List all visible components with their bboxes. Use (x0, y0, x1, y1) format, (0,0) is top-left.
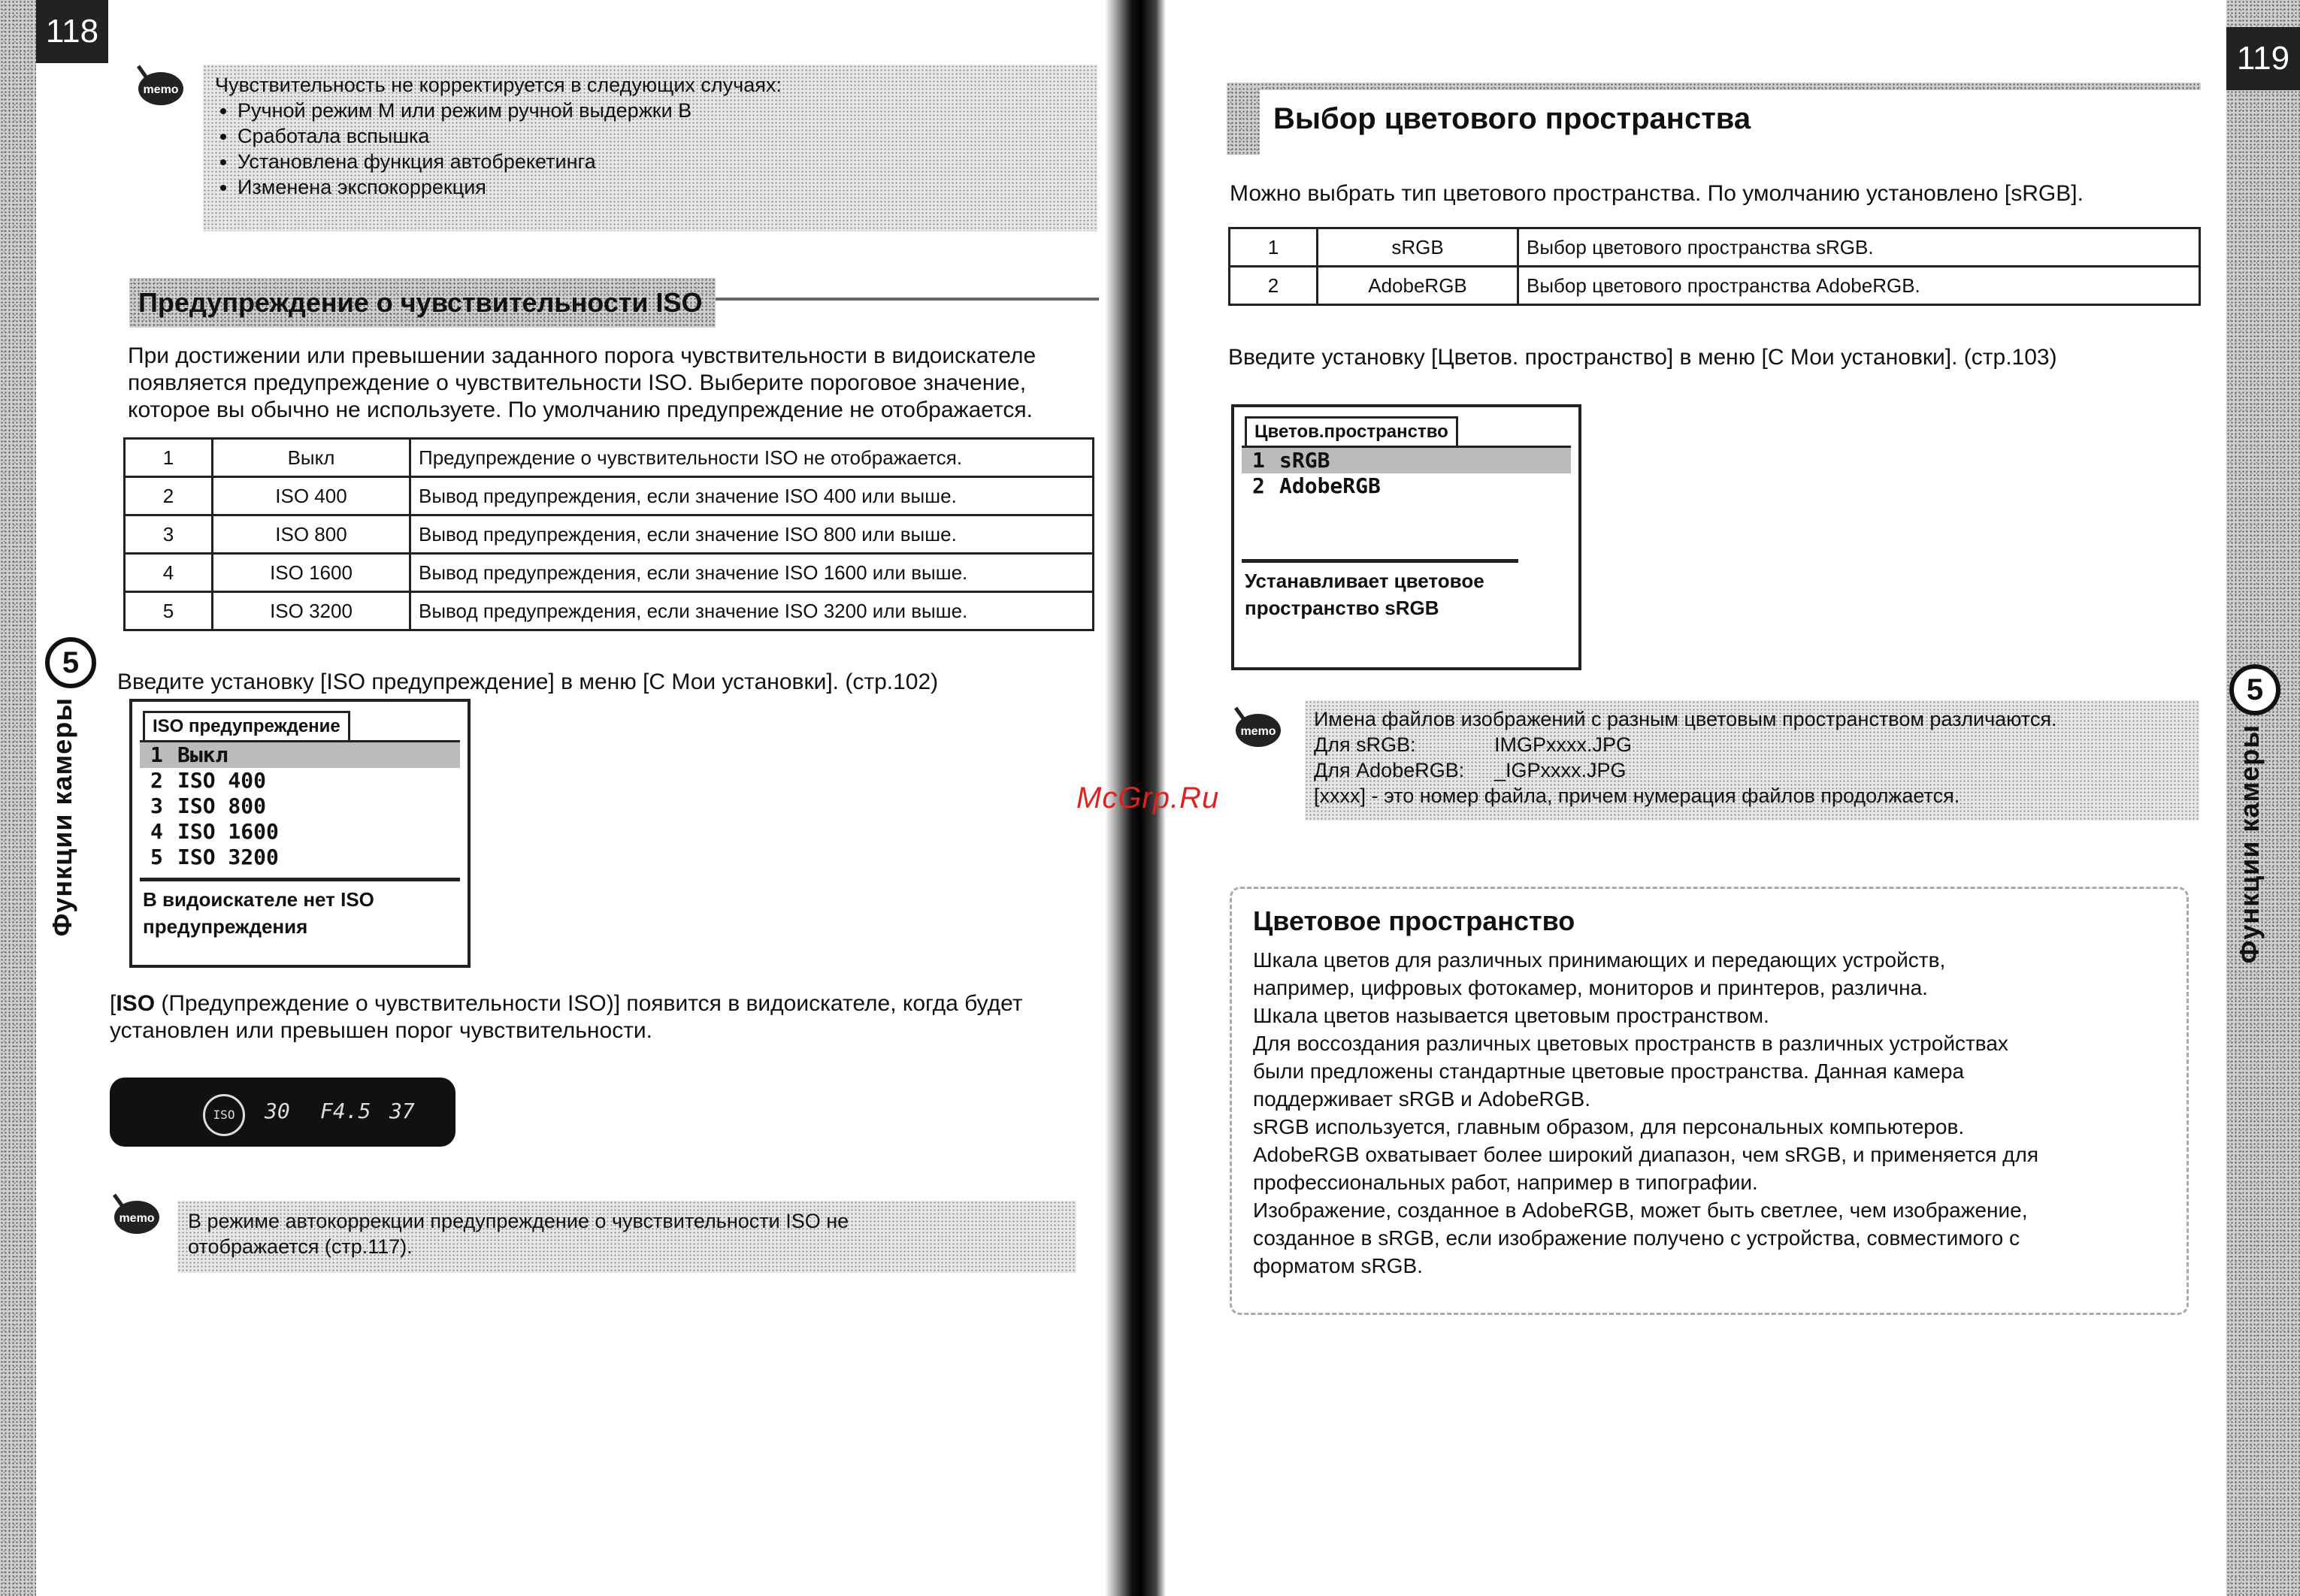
svg-text:memo: memo (143, 83, 179, 96)
menu-item-srgb[interactable]: 1 sRGB (1242, 448, 1571, 473)
table-row (125, 515, 1094, 554)
chapter-tab-left (0, 637, 98, 953)
menu-tab[interactable]: Цветов.пространство (1245, 416, 1458, 446)
table-cell-value: sRGB (1318, 228, 1518, 267)
section-rule-right (1227, 83, 2201, 90)
section-title-right: Выбор цветового пространства (1273, 102, 1751, 135)
memo-line: [xxxx] - это номер файла, причем нумерация файлов продолжается. (1314, 784, 1960, 807)
menu-tab[interactable]: ISO предупреждение (143, 711, 350, 740)
table-cell-desc: Вывод предупреждения, если значение ISO 400 или выше. (410, 477, 1094, 515)
table-cell-num: 4 (125, 554, 213, 592)
table-cell-value: ISO 3200 (213, 592, 410, 630)
table-cell-num: 5 (125, 592, 213, 630)
section-title-left: Предупреждение о чувствительности ISO (138, 287, 703, 318)
info-box-text: Шкала цветов для различных принимающих и передающих устройств, например, цифровых фотокамер, мониторов и принтеров, различна. Шкала цветов называется цветовым пространством. Для воссоздания различных цветовых пространств в различных устройствах были предложены стандартные цветовые пространства. Данная камера поддерживает sRGB и AdobeRGB. sRGB используется, главным образом, для персональных компьютеров. AdobeRGB охватывает более широкий диапазон, чем sRGB, и применяется для профессиональных работ, например в типографии. Изображение, созданное в AdobeRGB, может быть светлее, чем изображение, созданное в sRGB, если изображение получено с устройства, совместимого с форматом sRGB. (1253, 948, 2039, 1277)
memo-item: • Ручной режим M или режим ручной выдержки B (238, 98, 1085, 123)
table-cell-num: 1 (125, 439, 213, 477)
section-rule-left (716, 298, 1099, 301)
table-cell-desc: Выбор цветового пространства AdobeRGB. (1518, 267, 2200, 305)
color-space-menu-instruction: Введите установку [Цветов. пространство] в меню [C Мои установки]. (стр.103) (1228, 345, 2057, 370)
memo-text: В режиме автокоррекции предупреждение о чувствительности ISO не отображается (стр.117). (188, 1210, 849, 1258)
table-cell-value: ISO 800 (213, 515, 410, 554)
table-cell-value: AdobeRGB (1318, 267, 1518, 305)
table-cell-desc: Вывод предупреждения, если значение ISO 3200 или выше. (410, 592, 1094, 630)
viewfinder-shutter: 30 (265, 1099, 290, 1123)
color-space-table (1228, 227, 2201, 306)
page-number-right: 119 (2226, 27, 2300, 90)
color-space-menu-screen (1231, 404, 1581, 670)
memo-icon (1230, 703, 1284, 751)
table-cell-num: 2 (125, 477, 213, 515)
viewfinder-display (110, 1078, 455, 1147)
memo-box-iso-not-corrected (203, 65, 1097, 231)
menu-description: Устанавливает цветовое пространство sRGB (1242, 559, 1518, 627)
menu-item-off[interactable]: 1 Выкл (140, 742, 460, 768)
menu-list (1242, 446, 1571, 627)
chapter-title-left: Функции камеры (47, 697, 77, 937)
iso-warning-icon: ISO (203, 1094, 245, 1136)
table-cell-value: ISO 400 (213, 477, 410, 515)
menu-description: В видоискателе нет ISO предупреждения (140, 878, 460, 946)
chapter-title-right: Функции камеры (2234, 724, 2265, 964)
iso-warning-symbol: ISO (116, 991, 156, 1016)
color-space-info-box (1230, 887, 2189, 1315)
color-space-paragraph: Можно выбрать тип цветового пространства. По умолчанию установлено [sRGB]. (1230, 181, 2084, 206)
table-cell-desc: Предупреждение о чувствительности ISO не отображается. (410, 439, 1094, 477)
menu-list (140, 740, 460, 946)
svg-text:memo: memo (119, 1212, 155, 1225)
chapter-number-right: 5 (2229, 664, 2280, 715)
memo-box-file-names (1305, 700, 2199, 821)
menu-item-iso1600[interactable]: 4 ISO 1600 (150, 819, 279, 844)
memo-line-srgb: Для sRGB: IMGPxxxx.JPG (1314, 733, 1633, 756)
memo-item: • Изменена экспокоррекция (238, 174, 1085, 200)
page-number-left: 118 (36, 0, 108, 63)
table-row (1230, 228, 2200, 267)
menu-item-iso800[interactable]: 3 ISO 800 (150, 793, 267, 818)
table-cell-num: 2 (1230, 267, 1318, 305)
viewfinder-aperture: F4.5 (320, 1099, 371, 1123)
table-row (1230, 267, 2200, 305)
table-cell-desc: Вывод предупреждения, если значение ISO 1600 или выше. (410, 554, 1094, 592)
table-cell-desc: Вывод предупреждения, если значение ISO 800 или выше. (410, 515, 1094, 554)
info-box-title: Цветовое пространство (1253, 905, 1575, 936)
table-cell-value: ISO 1600 (213, 554, 410, 592)
memo-intro: Чувствительность не корректируется в следующих случаях: (215, 74, 782, 96)
memo-icon (108, 1190, 162, 1238)
memo-list (215, 98, 1085, 200)
iso-warning-table (123, 437, 1094, 631)
watermark: McGrp.Ru (1076, 781, 1220, 815)
memo-icon (132, 62, 186, 110)
table-cell-num: 1 (1230, 228, 1318, 267)
table-row (125, 477, 1094, 515)
table-row (125, 439, 1094, 477)
table-cell-value: Выкл (213, 439, 410, 477)
viewfinder-count: 37 (389, 1099, 415, 1123)
chapter-tab-right (2217, 664, 2300, 980)
iso-warning-paragraph: При достижении или превышении заданного порога чувствительности в видоискателе появляется предупреждение о чувствительности ISO. Выберите пороговое значение, которое вы обычно не используете. По умолчанию предупреждение не отображается. (128, 343, 1037, 422)
iso-warning-menu-screen (129, 699, 471, 968)
memo-item: • Сработала вспышка (238, 123, 1085, 149)
table-cell-num: 3 (125, 515, 213, 554)
memo-item: • Установлена функция автобрекетинга (238, 149, 1085, 174)
memo-line-adobergb: Для AdobeRGB: _IGPxxxx.JPG (1314, 759, 1627, 781)
table-row (125, 554, 1094, 592)
menu-item-adobergb[interactable]: 2 AdobeRGB (1252, 473, 1381, 498)
section-title-marker-right (1227, 87, 1260, 155)
iso-warning-note: [ISO (Предупреждение о чувствительности ISO)] появится в видоискателе, когда будет установлен или превышен порог чувствительности. (110, 991, 1023, 1043)
table-cell-desc: Выбор цветового пространства sRGB. (1518, 228, 2200, 267)
svg-text:memo: memo (1240, 725, 1276, 738)
iso-menu-instruction: Введите установку [ISO предупреждение] в меню [C Мои установки]. (стр.102) (117, 670, 939, 694)
table-row (125, 592, 1094, 630)
memo-line: Имена файлов изображений с разным цветовым пространством различаются. (1314, 708, 2057, 730)
menu-item-iso3200[interactable]: 5 ISO 3200 (150, 845, 279, 869)
memo-box-auto-correction (177, 1201, 1076, 1273)
menu-item-iso400[interactable]: 2 ISO 400 (150, 768, 267, 793)
chapter-number-left: 5 (45, 637, 96, 688)
